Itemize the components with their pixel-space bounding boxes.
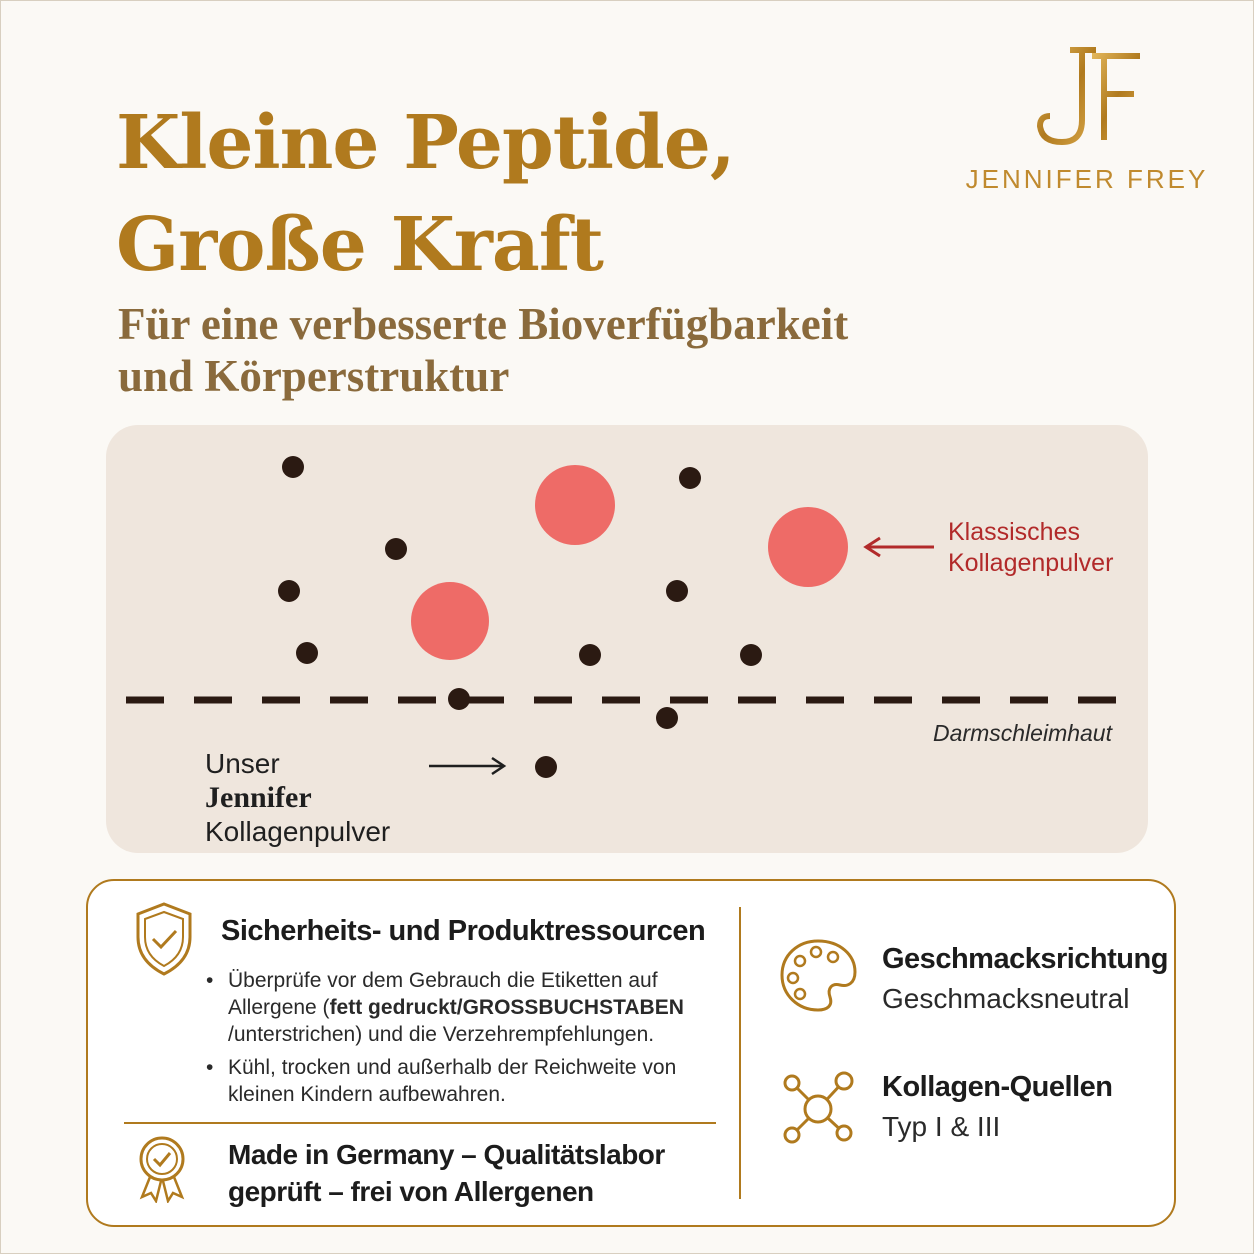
absorption-diagram bbox=[106, 425, 1148, 853]
our-label-line-2: Kollagenpulver bbox=[205, 816, 391, 847]
peptide-particle bbox=[535, 756, 557, 778]
shield-check-icon bbox=[134, 901, 194, 977]
taste-value: Geschmacksneutral bbox=[882, 983, 1130, 1014]
classic-collagen-label bbox=[948, 517, 1113, 579]
peptide-particle bbox=[656, 707, 678, 729]
page-title bbox=[116, 92, 735, 296]
peptide-particle bbox=[385, 538, 407, 560]
safety-heading: Sicherheits- und Produktressourcen bbox=[221, 915, 706, 947]
bullet-text: /unterstrichen) und die Verzehrempfehlungen. bbox=[228, 1023, 655, 1046]
classic-particle bbox=[535, 465, 615, 545]
our-label-prefix: Unser bbox=[205, 748, 280, 779]
classic-particle bbox=[768, 507, 848, 587]
our-label-line-1 bbox=[205, 747, 390, 815]
vertical-divider bbox=[739, 907, 741, 1199]
title-line-1: Kleine Peptide, bbox=[116, 100, 735, 186]
award-ribbon-icon bbox=[134, 1135, 190, 1203]
peptide-particle bbox=[579, 644, 601, 666]
mucosa-label: Darmschleimhaut bbox=[933, 720, 1112, 746]
made-line-2: geprüft – frei von Allergenen bbox=[228, 1176, 594, 1207]
brand-logo bbox=[950, 42, 1220, 202]
molecule-icon bbox=[778, 1069, 858, 1149]
subtitle-line-1: Für eine verbesserte Bioverfügbarkeit bbox=[118, 299, 849, 349]
safety-bullet bbox=[206, 967, 706, 1048]
classic-particle bbox=[411, 582, 489, 660]
arrow-right-icon bbox=[429, 758, 504, 774]
collagen-value: Typ I & III bbox=[882, 1111, 1001, 1142]
made-line-1: Made in Germany – Qualitätslabor bbox=[228, 1139, 665, 1170]
brand-name: JENNIFER FREY bbox=[965, 164, 1209, 194]
peptide-particle bbox=[666, 580, 688, 602]
taste-heading: Geschmacksrichtung bbox=[882, 943, 1168, 975]
our-label-brand: Jennifer bbox=[205, 781, 312, 814]
title-line-2: Große Kraft bbox=[116, 202, 603, 288]
bullet-text: Überprüfe vor dem Gebrauch die Etiketten auf Allergene ( bbox=[228, 969, 658, 1019]
peptide-particle bbox=[679, 467, 701, 489]
classic-label-line-2: Kollagenpulver bbox=[948, 549, 1114, 577]
palette-icon bbox=[778, 937, 858, 1013]
classic-label-line-1: Klassisches bbox=[948, 518, 1080, 546]
peptide-particle bbox=[278, 580, 300, 602]
peptide-particle bbox=[740, 644, 762, 666]
peptide-particle bbox=[282, 456, 304, 478]
made-in-germany-note bbox=[228, 1136, 665, 1210]
arrow-left-icon bbox=[866, 538, 934, 556]
peptide-particle bbox=[296, 642, 318, 664]
safety-list bbox=[206, 967, 706, 1114]
info-panel bbox=[86, 879, 1176, 1227]
horizontal-divider bbox=[124, 1122, 716, 1124]
safety-bullet: • Kühl, trocken und außerhalb der Reichweite von kleinen Kindern aufbewahren. bbox=[206, 1054, 706, 1108]
bullet-bold-text: fett gedruckt/GROSSBUCHSTABEN bbox=[329, 996, 684, 1019]
peptide-particle bbox=[448, 688, 470, 710]
collagen-heading: Kollagen-Quellen bbox=[882, 1071, 1113, 1103]
jf-monogram-icon bbox=[1030, 42, 1140, 150]
subtitle-line-2: und Körperstruktur bbox=[118, 351, 510, 401]
our-collagen-label bbox=[205, 747, 390, 849]
page-subtitle bbox=[118, 298, 848, 402]
